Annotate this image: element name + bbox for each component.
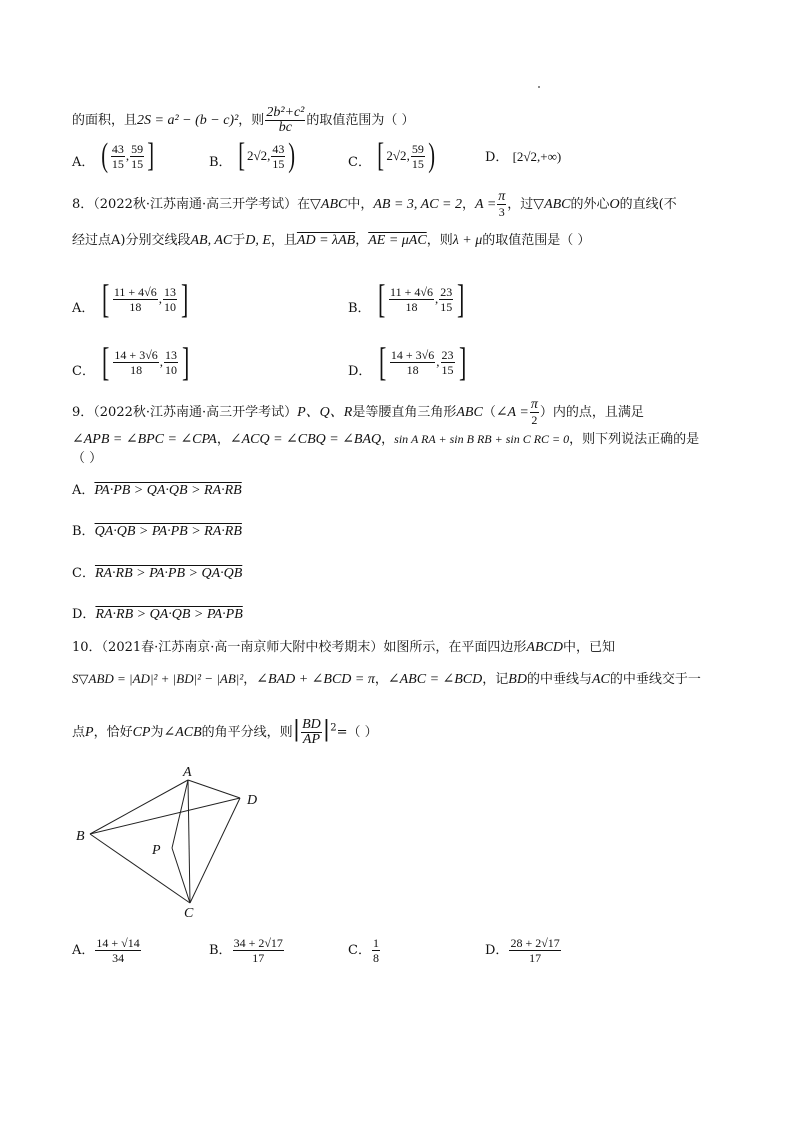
q9-paren-close: ）内的点，且满足 xyxy=(539,405,644,420)
q8-b-lo-den: 18 xyxy=(405,299,418,314)
q7-c-lo: 2√2 xyxy=(386,148,407,163)
q10-line2-end: 的中垂线交于一 xyxy=(609,672,701,687)
q10-option-b[interactable] xyxy=(209,936,285,965)
q9-pi: π xyxy=(530,397,538,412)
q8-segments: AB, AC xyxy=(190,233,233,248)
q9-option-c-label: C． xyxy=(72,566,95,581)
q8-b-hi-num: 23 xyxy=(440,284,453,299)
q7-option-c-interval: [ 2√2 , $\frac{59}{15}$ ) xyxy=(377,137,435,174)
edge-ad xyxy=(188,780,240,798)
q10-angle-eq1: ∠BAD + ∠BCD = π xyxy=(256,672,375,687)
stray-dot xyxy=(538,86,540,88)
q10-angle-eq2: ∠ABC = ∠BCD xyxy=(387,672,483,687)
q8-c-hi-num: 13 xyxy=(165,347,178,362)
q9-angle: ∠A = xyxy=(495,405,529,420)
q9-option-b-text: QA·QB > PA·PB > RA·RB xyxy=(94,524,242,539)
q9-option-b-label: B． xyxy=(72,524,95,539)
q8-mid2: ，过 xyxy=(507,197,534,212)
q8-angle: A = xyxy=(475,197,497,212)
q7-a-hi-den: 15 xyxy=(131,156,144,171)
q10-acb: ∠ACB xyxy=(163,725,202,740)
q10-option-c-label: C． xyxy=(348,943,371,958)
q9-paren-open: （ xyxy=(482,405,496,420)
q8-line2-c: ，且 xyxy=(270,233,297,248)
q8-option-d-interval: [ $\frac{14 + 3√6}{18}$ , $\frac{23}{15}$ ] xyxy=(378,339,466,384)
q8-tail: 的直线(不 xyxy=(619,197,677,212)
q9-triangle: ABC xyxy=(456,405,483,420)
q10-line3: 点P，恰好CP为∠ACB的角平分线，则| $\frac{BD}{AP}$ $|^2=$（ ） xyxy=(72,717,378,747)
edge-bd xyxy=(90,798,240,834)
q10-area-expression: S▽ABD = |AD|² + |BD|² − |AB|² xyxy=(72,671,244,686)
q10-b-num: 34 + 2√17 xyxy=(233,936,283,950)
q8-d-hi-num: 23 xyxy=(441,347,454,362)
q8-vector-eq2: AE = μAC xyxy=(368,233,427,248)
q10-p: P xyxy=(85,725,94,740)
label-a: A xyxy=(183,765,192,780)
q8-sum: λ + μ xyxy=(452,233,483,248)
q10-line1 xyxy=(72,639,615,657)
q10-d-num: 28 + 2√17 xyxy=(510,936,560,950)
q7-b-hi-den: 15 xyxy=(272,156,285,171)
q8-option-c-label: C． xyxy=(72,364,95,379)
q8-option-c[interactable] xyxy=(72,339,192,384)
q7-option-c[interactable] xyxy=(348,137,437,174)
q10-line3-c: 为 xyxy=(150,725,164,740)
q9-answer-paren: （ ） xyxy=(72,451,103,466)
q9-comma1: ， xyxy=(216,432,230,447)
q9-angle-fraction xyxy=(530,398,539,427)
edge-bc xyxy=(90,834,190,903)
q8-a-hi-den: 10 xyxy=(164,299,177,314)
q10-ac: AC xyxy=(591,672,610,687)
q8-line2-e: ，则 xyxy=(426,233,453,248)
q10-d-den: 17 xyxy=(529,951,542,965)
q8-triangle: ▽ABC xyxy=(310,197,348,212)
q10-option-a-label: A． xyxy=(72,943,95,958)
q7-a-lo-num: 43 xyxy=(111,141,124,156)
q7-option-a-label: A． xyxy=(72,155,95,170)
q7-option-b-interval: [ 2√2 , $\frac{43}{15}$ ) xyxy=(237,137,296,174)
q8-option-b-interval: [ $\frac{11 + 4√6}{18}$ , $\frac{23}{15}$ ] xyxy=(377,276,465,321)
edge-ac xyxy=(188,780,190,903)
q10-option-b-label: B． xyxy=(209,943,232,958)
q7-option-a-interval: ( $\frac{43}{15}$ , $\frac{59}{15}$ ] xyxy=(100,137,155,174)
edge-pc xyxy=(172,848,190,903)
q8-triangle2: ▽ABC xyxy=(533,197,571,212)
q9-option-d-text: RA·RB > QA·QB > PA·PB xyxy=(95,607,243,622)
q8-option-b[interactable] xyxy=(348,276,468,321)
q9-line1 xyxy=(72,398,644,427)
q8-c-lo-num: 14 + 3√6 xyxy=(114,347,158,362)
q10-line3-b: ，恰好 xyxy=(93,725,133,740)
q8-mid1: 中， xyxy=(347,197,374,212)
q9-condition1: ∠APB = ∠BPC = ∠CPA xyxy=(72,432,217,447)
q10-c-den: 8 xyxy=(372,951,379,965)
q8-c-hi-den: 10 xyxy=(165,362,178,377)
q8-line2 xyxy=(72,232,590,250)
q10-mid: 的中垂线与 xyxy=(526,672,592,687)
q8-option-c-interval: [ $\frac{14 + 3√6}{18}$ , $\frac{13}{10}$ ] xyxy=(102,339,190,384)
q7-option-d[interactable] xyxy=(485,148,561,167)
q7-b-lo: 2√2 xyxy=(247,148,268,163)
q9-line2 xyxy=(72,430,699,449)
q8-line2-a: 经过点A)分别交线段 xyxy=(72,233,191,248)
q7-option-d-interval: [ 2√2,+∞ ) xyxy=(512,149,562,164)
q9-condition3: sin A RA + sin B RB + sin C RC = 0 xyxy=(394,432,570,446)
q8-option-d-label: D． xyxy=(348,364,372,379)
q10-line3-d: 的角平分线，则 xyxy=(201,725,293,740)
edge-dc xyxy=(190,798,240,903)
q9-option-c[interactable] xyxy=(72,565,242,583)
q9-option-d-label: D． xyxy=(72,607,96,622)
q7-expression-fraction: $\frac{\text{2b²+c²}}{bc}$ xyxy=(266,105,305,135)
q8-d-lo-num: 14 + 3√6 xyxy=(390,347,435,362)
q10-a-num: 14 + √14 xyxy=(96,936,140,950)
q10-a-den: 34 xyxy=(112,951,125,965)
q8-center: O xyxy=(609,197,620,212)
q10-square: 2 xyxy=(330,722,337,734)
edge-ba xyxy=(90,780,188,834)
label-b: B xyxy=(76,829,85,844)
q7-text-suffix: 的取值范围为（ ） xyxy=(306,113,415,128)
q7-text-prefix: 的面积，且 xyxy=(72,113,138,128)
q7-d-text: 2√2,+∞ xyxy=(516,149,557,164)
q10-comma1: ， xyxy=(243,672,257,687)
q7-option-d-label: D． xyxy=(485,150,509,165)
q10-comma3: ，记 xyxy=(482,672,509,687)
q10-line1-end: 中，已知 xyxy=(562,640,615,655)
q9-option-a[interactable] xyxy=(72,482,242,500)
q8-d-lo-den: 18 xyxy=(406,362,419,377)
q8-line1: 8．（2022秋·江苏南通·高三开学考试）在▽ABC中，AB = 3, AC = 2，A = $\frac{\pi}{3}$ ，过▽ABC的外心O的直线(不 xyxy=(72,189,677,219)
q7-option-b-label: B． xyxy=(209,155,232,170)
q8-mid3: 的外心 xyxy=(570,197,610,212)
q10-b-den: 17 xyxy=(252,951,265,965)
q8-b-hi-den: 15 xyxy=(440,299,453,314)
q8-line2-f: 的取值范围是（ ） xyxy=(482,233,591,248)
q9-two: 2 xyxy=(531,413,538,427)
q10-line3-e: =（ ） xyxy=(336,725,378,740)
q7-a-hi-num: 59 xyxy=(131,141,144,156)
q8-line2-b: 于 xyxy=(232,233,246,248)
q8-source: 8．（2022秋·江苏南通·高三开学考试）在 xyxy=(72,197,311,212)
q9-option-b[interactable] xyxy=(72,523,242,541)
q8-sides: AB = 3, AC = 2 xyxy=(373,197,462,212)
q7-option-a[interactable] xyxy=(72,137,156,174)
q8-c-lo-den: 18 xyxy=(130,362,143,377)
q8-option-a-label: A． xyxy=(72,301,95,316)
q10-ratio-den: AP xyxy=(302,732,320,747)
q8-line2-d: ， xyxy=(355,233,369,248)
label-c: C xyxy=(184,906,194,920)
q7-c-hi-num: 59 xyxy=(411,141,424,156)
q9-tail: ，则下列说法正确的是 xyxy=(569,432,700,447)
q8-angle-fraction xyxy=(497,190,506,219)
q10-option-d-label: D． xyxy=(485,943,509,958)
q10-cp: CP xyxy=(132,725,151,740)
q7-option-c-label: C． xyxy=(348,155,371,170)
q8-a-lo-num: 11 + 4√6 xyxy=(113,284,157,299)
q7-option-b[interactable] xyxy=(209,137,298,174)
q8-three: 3 xyxy=(498,205,505,219)
q10-bd: BD xyxy=(508,672,527,687)
q7-b-hi-num: 43 xyxy=(272,141,285,156)
q9-option-a-label: A． xyxy=(72,483,95,498)
q10-option-c[interactable] xyxy=(348,936,381,965)
q10-c-num: 1 xyxy=(372,936,379,950)
q10-line2 xyxy=(72,670,701,689)
q8-b-lo-num: 11 + 4√6 xyxy=(390,284,433,299)
q8-points: D, E xyxy=(245,233,271,248)
q9-option-c-text: RA·RB > PA·PB > QA·QB xyxy=(94,566,243,581)
q9-condition2: ∠ACQ = ∠CBQ = ∠BAQ xyxy=(229,432,382,447)
q9-option-a-text: PA·PB > QA·QB > RA·RB xyxy=(94,483,242,498)
q8-option-d[interactable] xyxy=(348,339,469,384)
q10-quad: ABCD xyxy=(526,640,563,655)
q7-line1 xyxy=(72,106,415,135)
q9-paren xyxy=(72,450,102,468)
q8-option-a-interval: [ $\frac{11 + 4√6}{18}$ , $\frac{13}{10}$ ] xyxy=(101,276,189,321)
q7-a-lo-den: 15 xyxy=(111,156,124,171)
q8-option-b-label: B． xyxy=(348,301,371,316)
q10-option-d[interactable] xyxy=(485,936,562,965)
q8-option-a[interactable] xyxy=(72,276,191,321)
q9-source: 9．（2022秋·江苏南通·高三开学考试） xyxy=(72,405,298,420)
q8-vector-eq1: AD = λAB xyxy=(296,233,356,248)
label-d: D xyxy=(247,793,258,808)
q10-source: 10．（2021春·江苏南京·高一南京师大附中校考期末）如图所示，在平面四边形 xyxy=(72,640,527,655)
q7-c-hi-den: 15 xyxy=(411,156,424,171)
q10-line3-a: 点 xyxy=(72,725,86,740)
q10-ratio xyxy=(301,718,322,747)
q8-a-lo-den: 18 xyxy=(129,299,142,314)
q10-comma2: ， xyxy=(374,672,388,687)
q10-ratio-num: BD xyxy=(302,717,321,732)
q9-points: P、Q、R xyxy=(297,405,353,420)
q10-option-a[interactable] xyxy=(72,936,142,965)
q8-pi: π xyxy=(498,189,506,204)
q7-condition: 2S = a² − (b − c)² xyxy=(137,113,239,128)
q7-text-mid: ，则 xyxy=(238,113,265,128)
q10-figure xyxy=(72,760,292,920)
q9-option-d[interactable] xyxy=(72,606,243,624)
label-p: P xyxy=(152,843,161,858)
q9-comma2: ， xyxy=(381,432,395,447)
q9-mid1: 是等腰直角三角形 xyxy=(352,405,457,420)
q8-d-hi-den: 15 xyxy=(441,362,454,377)
q8-a-hi-num: 13 xyxy=(164,284,177,299)
